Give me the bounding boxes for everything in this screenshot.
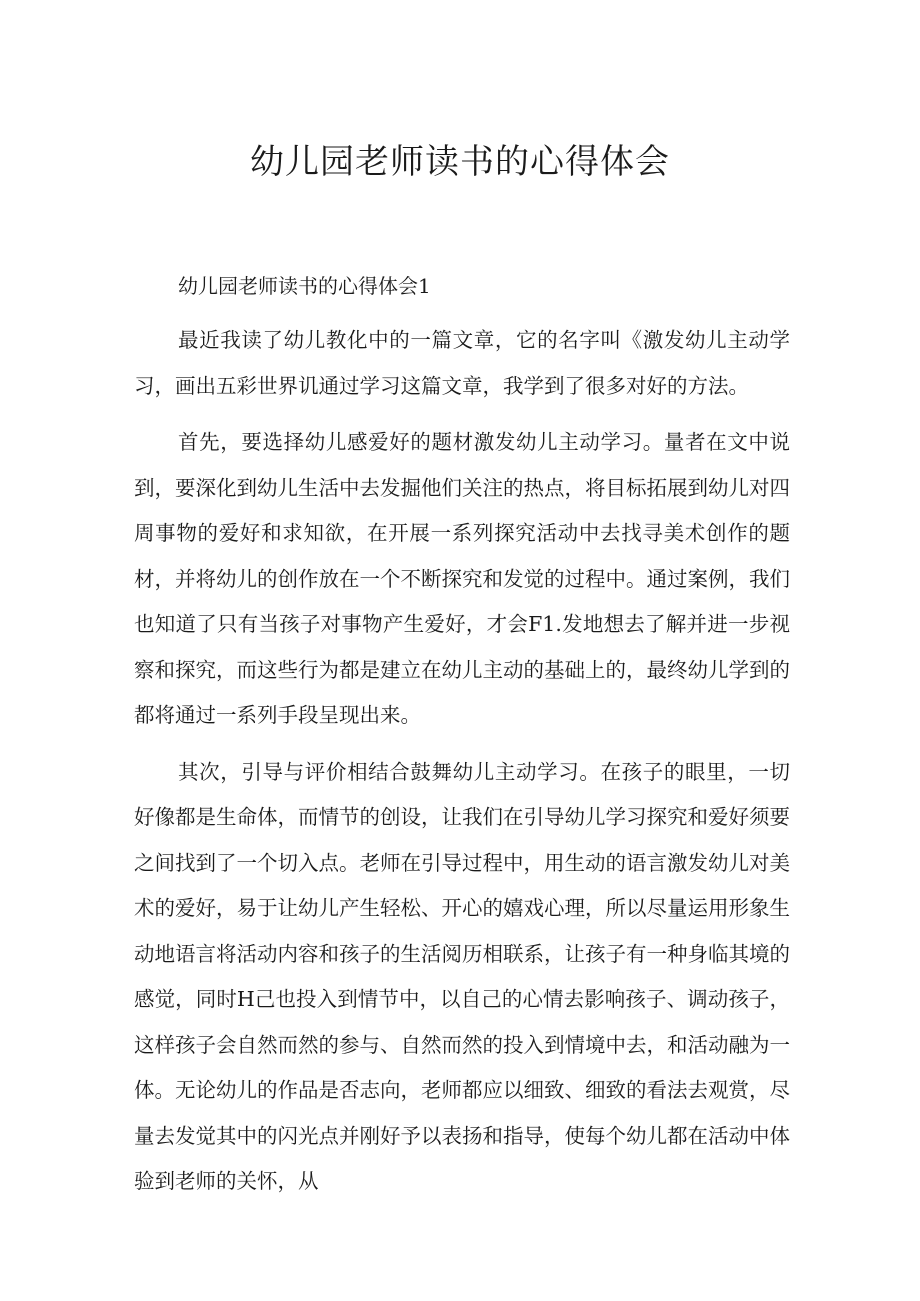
paragraph-3: 其次，引导与评价相结合鼓舞幼儿主动学习。在孩子的眼里，一切好像都是生命体，而情节的创设，让我们在引导幼儿学习探究和爱好须要之间找到了一个切入点。老师在引导过程中，用生动的语言激发幼儿对美术的爱好，易于让幼儿产生轻松、开心的嬉戏心理，所以尽量运用形象生动地语言将活动内容和孩子的生活阅历相联系，让孩子有一种身临其境的感觉，同时H己也投入到情节中，以自己的心情去影响孩子、调动孩子，这样孩子会自然而然的参与、自然而然的投入到情境中去，和活动融为一体。无论幼儿的作品是否志向，老师都应以细致、细致的看法去观赏，尽量去发觉其中的闪光点并刚好予以表扬和指导，使每个幼儿都在活动中体验到老师的关怀，从 [134,759,790,1193]
section-heading: 幼儿园老师读书的心得体会1 [178,274,431,298]
paragraph-2: 首先，要选择幼儿感爱好的题材激发幼儿主动学习。量者在文中说到，要深化到幼儿生活中去发掘他们关注的热点，将目标拓展到幼儿对四周事物的爱好和求知欲，在开展一系列探究活动中去找寻美术创作的题材，并将幼儿的创作放在一个不断探究和发觉的过程中。通过案例，我们也知道了只有当孩子对事物产生爱好，才会F1.发地想去了解并进一步视察和探究，而这些行为都是建立在幼儿主动的基础上的，最终幼儿学到的都将通过一系列手段呈现出来。 [134,430,790,727]
document-title: 幼儿园老师读书的心得体会 [250,142,670,182]
paragraph-1: 最近我读了幼儿教化中的一篇文章，它的名字叫《激发幼儿主动学习，画出五彩世界讥通过学习这篇文章，我学到了很多对好的方法。 [134,328,790,398]
body-text [134,318,790,1216]
